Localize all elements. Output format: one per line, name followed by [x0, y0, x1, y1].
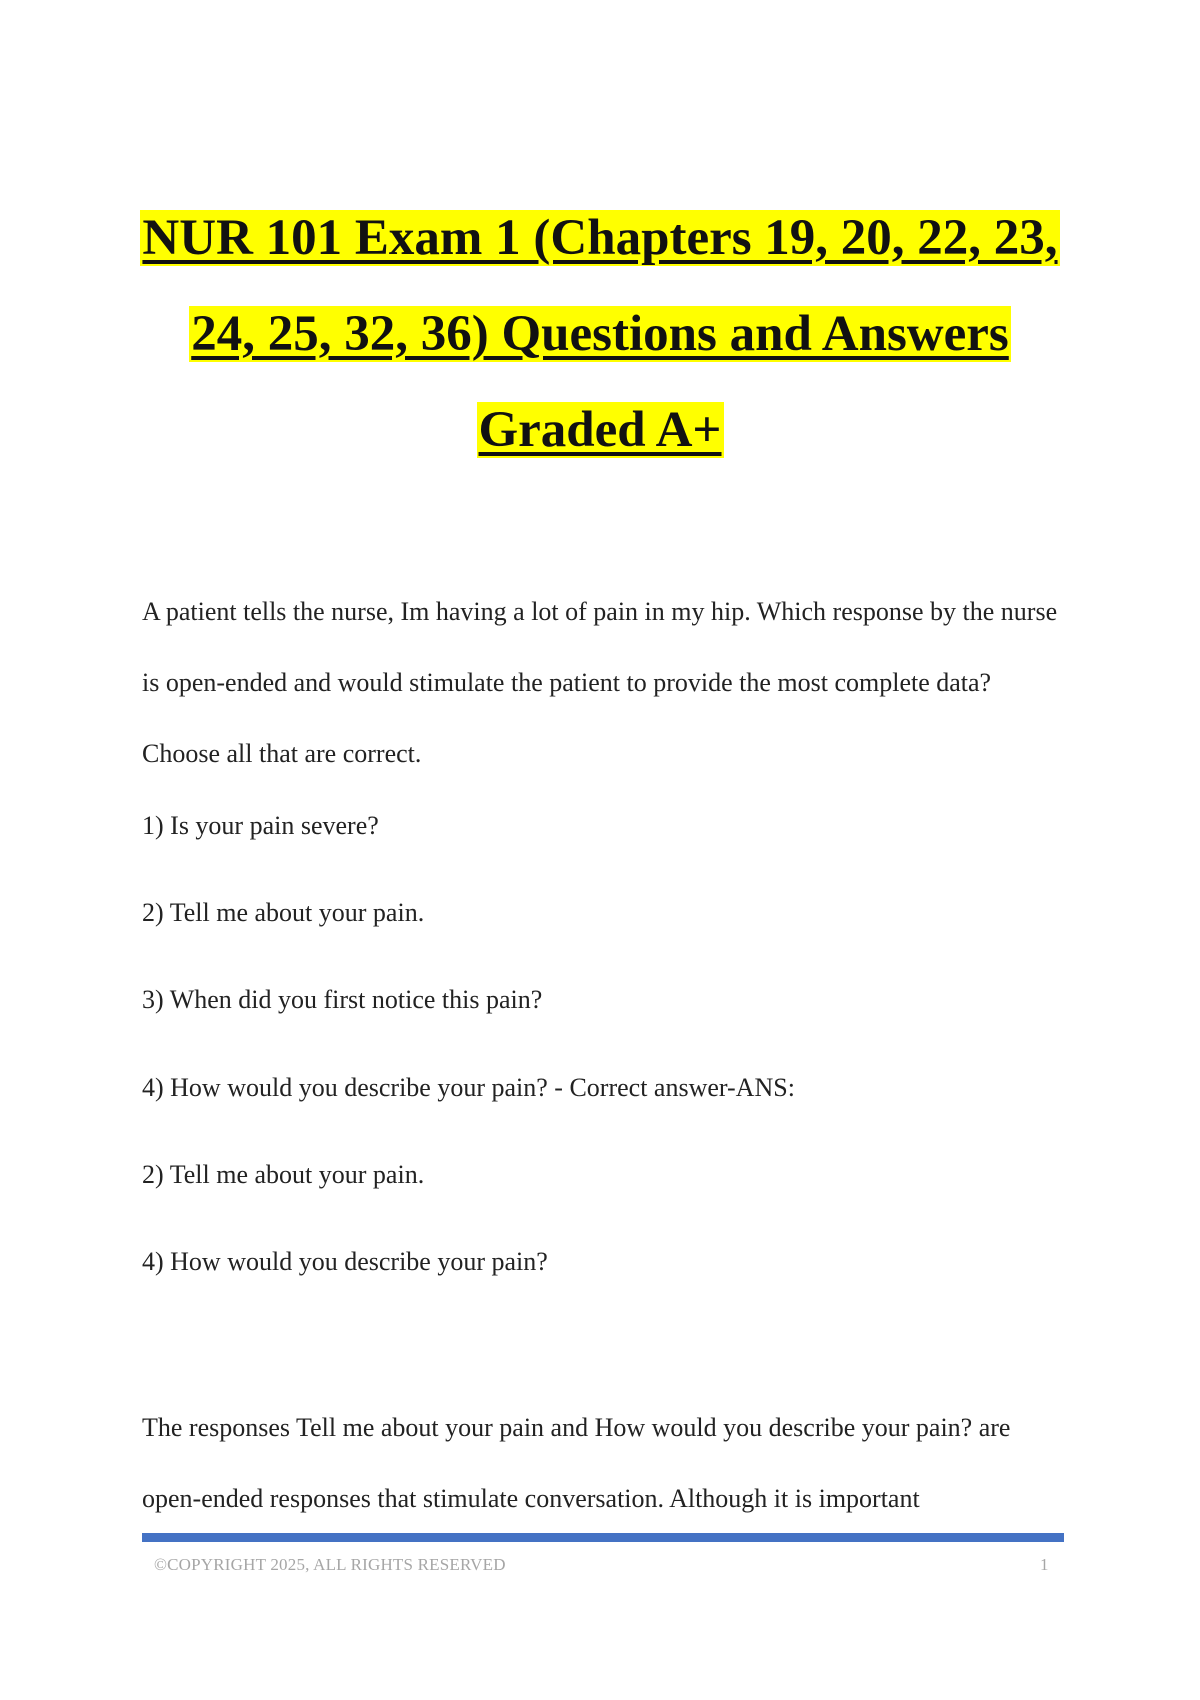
document-title	[120, 190, 1080, 478]
title-line-2-text: 24, 25, 32, 36) Questions and Answers	[191, 306, 1009, 362]
title-line-3-text: Graded A+	[478, 402, 722, 458]
title-line-2	[120, 286, 1080, 382]
title-line-1-text: NUR 101 Exam 1 (Chapters 19, 20, 22, 23,	[142, 210, 1058, 266]
footer-page-number: 1	[1040, 1555, 1049, 1574]
explanation-text: The responses Tell me about your pain and How would you describe your pain? are open-ended responses that stimulate conversation. Although it is important	[142, 1413, 1011, 1513]
answer-1: 2) Tell me about your pain.	[142, 1160, 425, 1189]
answer-2: 4) How would you describe your pain?	[142, 1247, 548, 1276]
option-1: 1) Is your pain severe?	[142, 811, 379, 840]
title-line-1	[120, 190, 1080, 286]
footer-copyright: ©COPYRIGHT 2025, ALL RIGHTS RESERVED	[154, 1555, 506, 1574]
footer-rule	[142, 1533, 1064, 1542]
question-text: A patient tells the nurse, Im having a lot of pain in my hip. Which response by the nurse is open-ended and would stimulate the patient to provide the most complete data? Choose all that are correct.	[142, 597, 1058, 768]
title-line-3	[120, 382, 1080, 478]
option-2: 2) Tell me about your pain.	[142, 898, 425, 927]
option-3: 3) When did you first notice this pain?	[142, 985, 543, 1014]
option-4: 4) How would you describe your pain? - Correct answer-ANS:	[142, 1073, 795, 1102]
